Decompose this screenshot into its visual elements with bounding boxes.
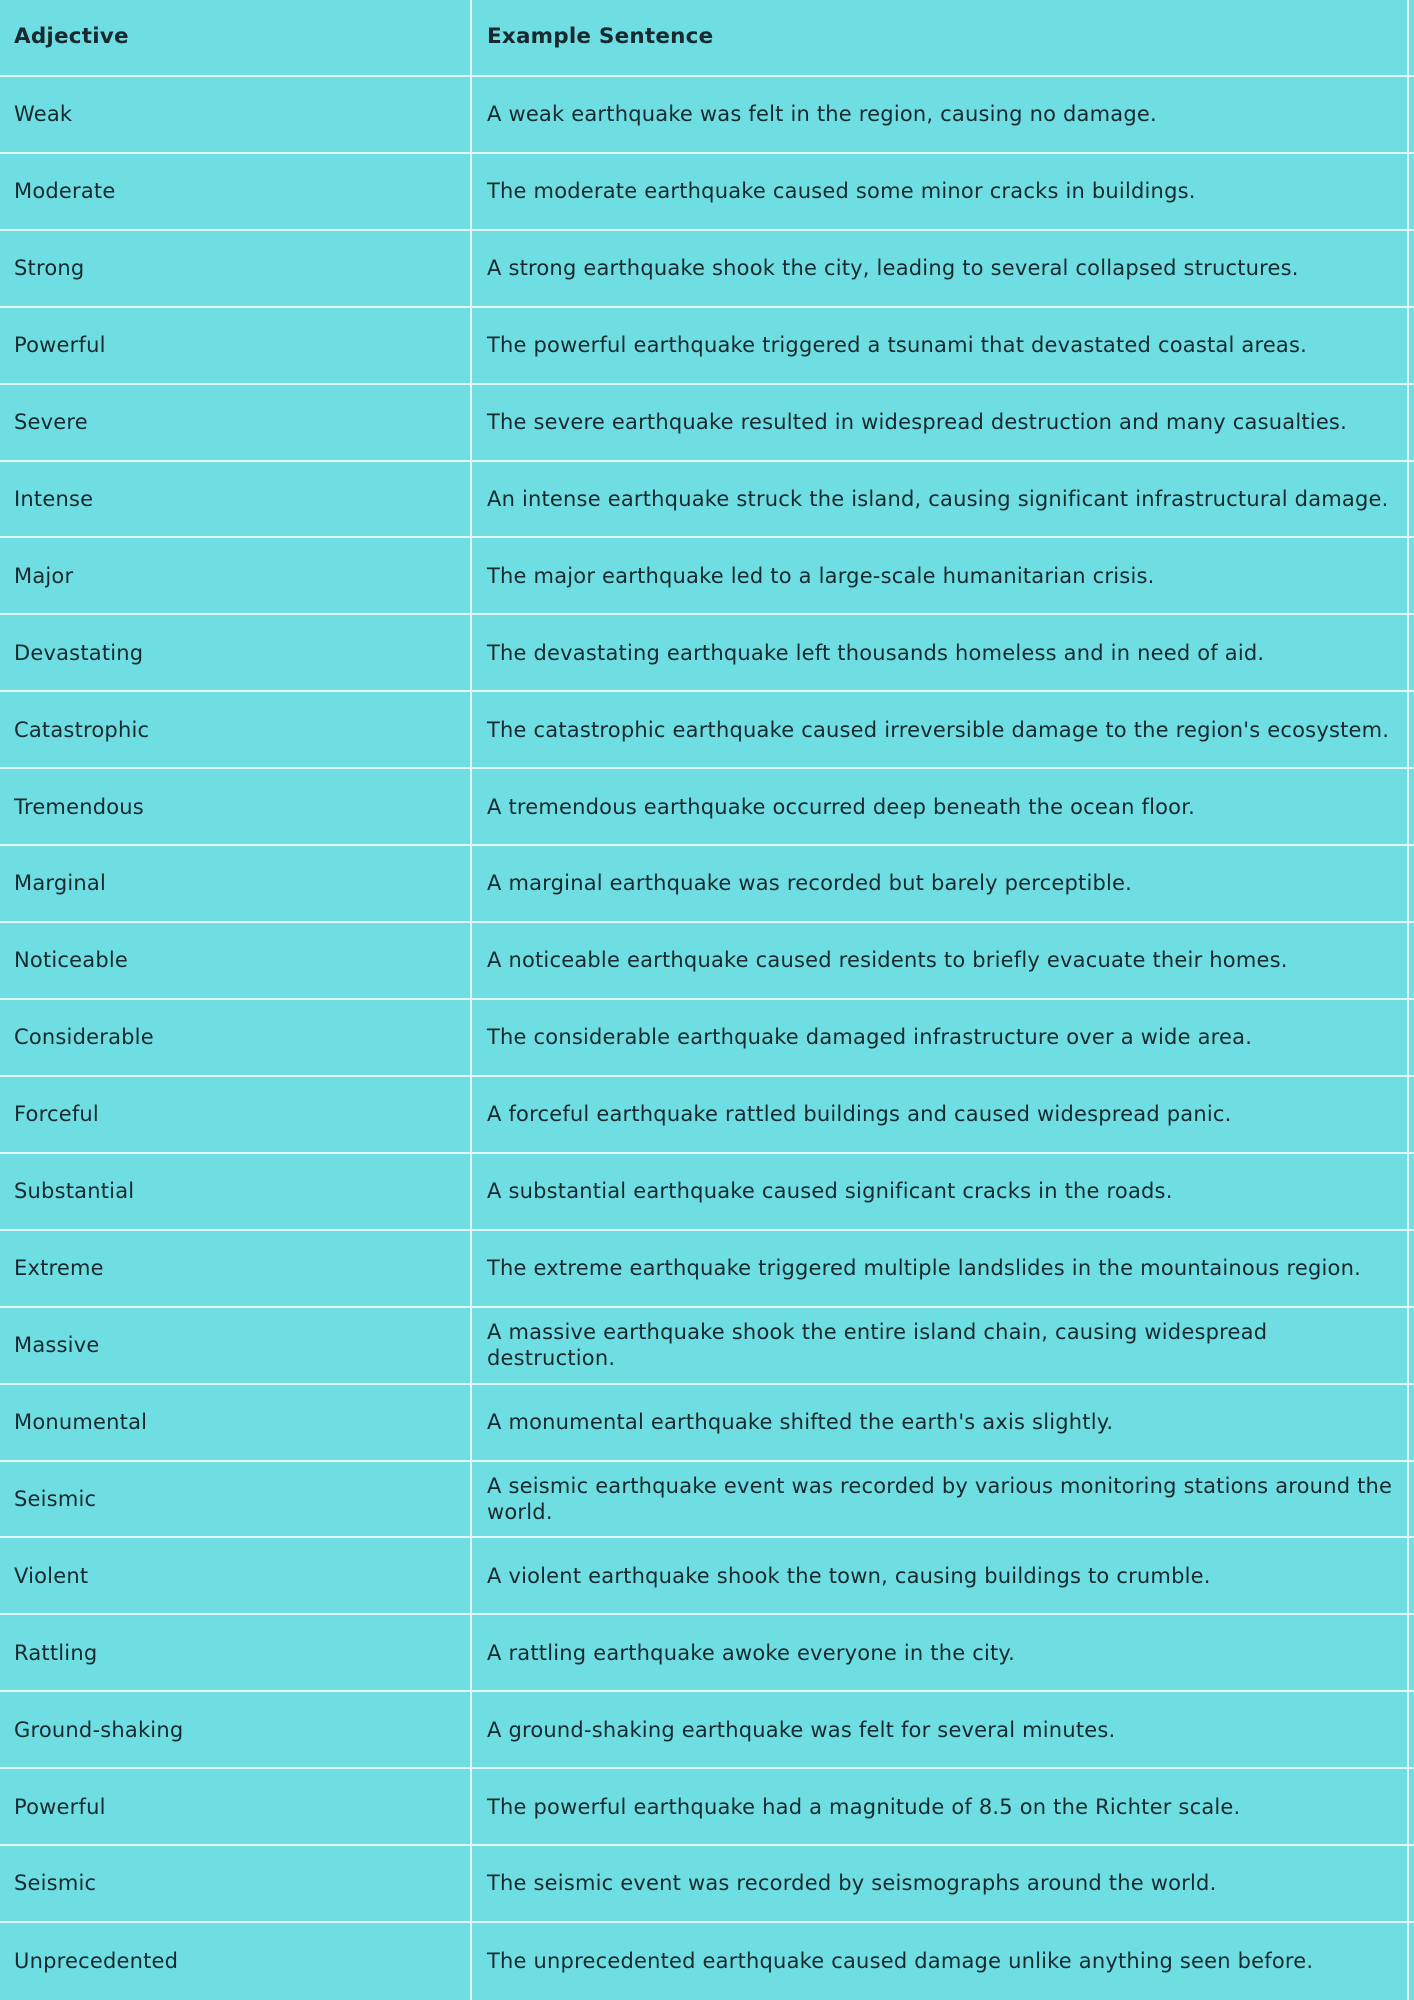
example-sentence-cell: A substantial earthquake caused significant cracks in the roads. bbox=[487, 1179, 1173, 1204]
example-sentence-cell: The severe earthquake resulted in widespread destruction and many casualties. bbox=[487, 409, 1347, 434]
example-sentence-cell: The seismic event was recorded by seismographs around the world. bbox=[487, 1871, 1217, 1896]
table-row bbox=[0, 385, 1414, 462]
table-row bbox=[0, 1308, 1414, 1385]
table-row bbox=[0, 231, 1414, 308]
table-row bbox=[0, 1385, 1414, 1462]
table-row bbox=[0, 538, 1414, 615]
adjective-cell: Substantial bbox=[14, 1179, 135, 1204]
table-row bbox=[0, 308, 1414, 385]
example-sentence-cell: A marginal earthquake was recorded but barely perceptible. bbox=[487, 871, 1133, 896]
example-sentence-cell: A massive earthquake shook the entire island chain, causing widespread destruction. bbox=[487, 1319, 1268, 1371]
table-row bbox=[0, 923, 1414, 1000]
adjective-cell: Weak bbox=[14, 102, 73, 127]
table-row bbox=[0, 1538, 1414, 1615]
example-sentence-cell: A seismic earthquake event was recorded by various monitoring stations around the world. bbox=[487, 1473, 1393, 1524]
example-sentence-cell: A strong earthquake shook the city, leading to several collapsed structures. bbox=[487, 256, 1299, 281]
adjective-cell: Noticeable bbox=[14, 948, 129, 973]
adjective-cell: Monumental bbox=[14, 1409, 148, 1434]
adjective-cell: Marginal bbox=[14, 871, 107, 896]
adjective-cell: Devastating bbox=[14, 640, 144, 665]
example-sentence-cell: A ground-shaking earthquake was felt for several minutes. bbox=[487, 1717, 1116, 1742]
example-sentence-cell: A forceful earthquake rattled buildings and caused widespread panic. bbox=[487, 1102, 1232, 1127]
adjective-cell: Moderate bbox=[14, 179, 116, 204]
table-row bbox=[0, 77, 1414, 154]
adjective-cell: Forceful bbox=[14, 1102, 99, 1127]
example-sentence-cell: The catastrophic earthquake caused irreversible damage to the region's ecosystem. bbox=[487, 717, 1390, 742]
adjective-cell: Unprecedented bbox=[14, 1949, 179, 1974]
adjective-cell: Rattling bbox=[14, 1640, 98, 1665]
example-sentence-cell: A noticeable earthquake caused residents to briefly evacuate their homes. bbox=[487, 948, 1288, 973]
table-row bbox=[0, 1000, 1414, 1077]
adjective-cell: Violent bbox=[14, 1563, 89, 1588]
table-header-row bbox=[0, 0, 1414, 77]
example-sentence-cell: The powerful earthquake had a magnitude of 8.5 on the Richter scale. bbox=[487, 1794, 1241, 1819]
example-sentence-cell: A violent earthquake shook the town, causing buildings to crumble. bbox=[487, 1563, 1211, 1588]
adjective-column-header: Adjective bbox=[14, 24, 129, 50]
example-sentence-cell: An intense earthquake struck the island, causing significant infrastructural damage. bbox=[487, 486, 1389, 511]
table-row bbox=[0, 462, 1414, 539]
table-row bbox=[0, 769, 1414, 846]
adjective-cell: Tremendous bbox=[14, 794, 144, 819]
example-sentence-column-header: Example Sentence bbox=[487, 24, 714, 50]
example-sentence-cell: The devastating earthquake left thousands homeless and in need of aid. bbox=[487, 640, 1265, 665]
table-row bbox=[0, 846, 1414, 923]
table-row bbox=[0, 154, 1414, 231]
table-row bbox=[0, 1615, 1414, 1692]
adjective-cell: Ground-shaking bbox=[14, 1717, 184, 1742]
adjective-cell: Intense bbox=[14, 486, 94, 511]
table-row bbox=[0, 1692, 1414, 1769]
adjective-cell: Catastrophic bbox=[14, 717, 150, 742]
adjective-cell: Seismic bbox=[14, 1486, 97, 1511]
example-sentence-cell: The major earthquake led to a large-scale humanitarian crisis. bbox=[487, 563, 1155, 588]
table-row bbox=[0, 1231, 1414, 1308]
table-row bbox=[0, 1846, 1414, 1923]
example-sentence-cell: A weak earthquake was felt in the region, causing no damage. bbox=[487, 102, 1157, 127]
adjective-cell: Considerable bbox=[14, 1025, 154, 1050]
example-sentence-cell: A tremendous earthquake occurred deep beneath the ocean floor. bbox=[487, 794, 1196, 819]
table-row bbox=[0, 692, 1414, 769]
example-sentence-cell: A monumental earthquake shifted the earth's axis slightly. bbox=[487, 1409, 1114, 1434]
adjective-cell: Seismic bbox=[14, 1871, 97, 1896]
table-row bbox=[0, 1923, 1414, 2000]
example-sentence-cell: The unprecedented earthquake caused damage unlike anything seen before. bbox=[487, 1949, 1314, 1974]
example-sentence-cell: A rattling earthquake awoke everyone in the city. bbox=[487, 1640, 1015, 1665]
example-sentence-cell: The powerful earthquake triggered a tsunami that devastated coastal areas. bbox=[487, 333, 1308, 358]
adjective-cell: Powerful bbox=[14, 1794, 106, 1819]
adjective-cell: Severe bbox=[14, 409, 88, 434]
example-sentence-cell: The considerable earthquake damaged infrastructure over a wide area. bbox=[487, 1025, 1253, 1050]
table-row bbox=[0, 1769, 1414, 1846]
adjective-cell: Powerful bbox=[14, 333, 106, 358]
adjective-cell: Major bbox=[14, 563, 74, 588]
table-row bbox=[0, 615, 1414, 692]
table-row bbox=[0, 1077, 1414, 1154]
adjective-cell: Massive bbox=[14, 1333, 100, 1358]
example-sentence-cell: The extreme earthquake triggered multiple landslides in the mountainous region. bbox=[487, 1256, 1361, 1281]
example-sentence-cell: The moderate earthquake caused some minor cracks in buildings. bbox=[487, 179, 1196, 204]
adjective-cell: Extreme bbox=[14, 1256, 104, 1281]
adjective-cell: Strong bbox=[14, 256, 85, 281]
table-row bbox=[0, 1154, 1414, 1231]
table-row bbox=[0, 1462, 1414, 1539]
